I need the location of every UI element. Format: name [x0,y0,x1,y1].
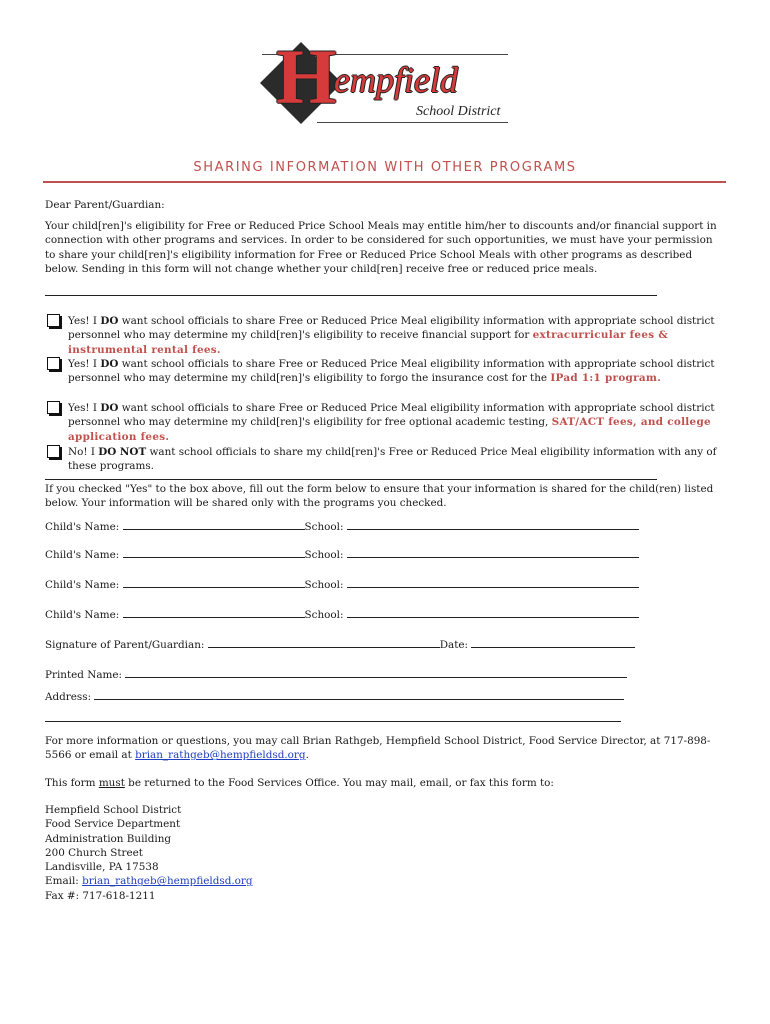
section-divider [45,479,657,480]
child-row-1 [45,520,639,533]
address-email-line: Email: brian_rathgeb@hempfieldsd.org [45,875,253,888]
option-text: Yes! I DO want school officials to share Free or Reduced Price Meal eligibility information with appropriate school district personnel who may determine my child[ren]'s eligibility for free optional academic testing, SAT/ACT fees, and college application fees. [68,402,715,443]
instructions: If you checked "Yes" to the box above, fill out the form below to ensure that your information is shared for the child(ren) listed below. Your information will be shared only with the programs you checked. [45,483,714,510]
signature-row [45,638,635,651]
logo-subtitle: School District [416,104,501,119]
school-label: School: [304,579,347,591]
checkbox[interactable] [47,357,60,370]
school-field[interactable] [347,608,639,618]
checkbox[interactable] [47,314,60,327]
school-label: School: [304,521,347,533]
address-line: Hempfield School District [45,804,182,816]
intro-paragraph: Your child[ren]'s eligibility for Free or Reduced Price School Meals may entitle him/her to discounts and/or financial support in connection with other programs and services. In order to be considered for such opportunities, we must have your permission to share your child[ren]'s eligibility information for Free or Reduced Price School Meals with other programs as described below. Sending in this form will not change whether your child[ren] receive free or reduced price meals. [45,220,717,275]
printed-name-field[interactable] [125,668,627,678]
school-field[interactable] [347,578,639,588]
option-text: Yes! I DO want school officials to share Free or Reduced Price Meal eligibility information with appropriate school district personnel who may determine my child[ren]'s eligibility to forgo the insurance cost for the IPad 1:1 program. [68,358,715,385]
child-name-label: Child's Name: [45,549,123,561]
return-note: This form must be returned to the Food Services Office. You may mail, email, or fax this form to: [45,777,554,789]
page-title: SHARING INFORMATION WITH OTHER PROGRAMS [193,160,577,175]
date-field[interactable] [471,638,635,648]
child-row-3 [45,578,639,591]
mailing-address [45,803,445,903]
address-row-2 [45,712,621,725]
checkbox[interactable] [47,401,60,414]
address-field[interactable] [94,690,624,700]
child-row-4 [45,608,639,621]
signature-label: Signature of Parent/Guardian: [45,639,208,651]
section-divider [45,295,657,296]
child-name-label: Child's Name: [45,521,123,533]
address-line: Landisville, PA 17538 [45,861,159,874]
child-row-2 [45,548,639,561]
school-label: School: [304,549,347,561]
address-email-link[interactable]: brian_rathgeb@hempfieldsd.org [82,875,253,888]
date-label: Date: [439,639,472,651]
address-line: Food Service Department [45,818,181,831]
address-line: Administration Building [45,832,172,845]
child-name-field[interactable] [123,578,305,588]
checkbox[interactable] [47,445,60,458]
contact-paragraph: For more information or questions, you may call Brian Rathgeb, Hempfield School District, Food Service Director, at 717-898-5566 or email at brian_rathgeb@hempfieldsd.org. [45,735,711,762]
greeting: Dear Parent/Guardian: [45,199,165,211]
address-line: 200 Church Street [45,846,143,859]
title-rule [43,181,726,183]
child-name-field[interactable] [123,548,305,558]
logo-initial: H [276,33,337,120]
child-name-field[interactable] [123,608,305,618]
address-row [45,690,624,703]
option-text: No! I DO NOT want school officials to share my child[ren]'s Free or Reduced Price Meal eligibility information with any of these programs. [68,446,717,473]
option-text: Yes! I DO want school officials to share Free or Reduced Price Meal eligibility information with appropriate school district personnel who may determine my child[ren]'s eligibility to receive financial support for extracurricular fees & instrumental rental fees. [68,315,715,356]
school-label: School: [304,609,347,621]
address-fax-line: Fax #: 717-618-1211 [45,889,156,902]
address-field-line-2[interactable] [45,712,621,722]
logo-bottom-rule [317,122,508,123]
printed-name-row [45,668,627,681]
school-field[interactable] [347,520,639,530]
address-label: Address: [45,691,95,703]
printed-name-label: Printed Name: [45,669,126,681]
child-name-field[interactable] [123,520,305,530]
child-name-label: Child's Name: [45,579,123,591]
signature-field[interactable] [208,638,440,648]
contact-email-link[interactable]: brian_rathgeb@hempfieldsd.org [135,749,306,762]
child-name-label: Child's Name: [45,609,123,621]
district-logo [262,33,514,128]
school-field[interactable] [347,548,639,558]
logo-wordmark: empfield [334,60,458,100]
